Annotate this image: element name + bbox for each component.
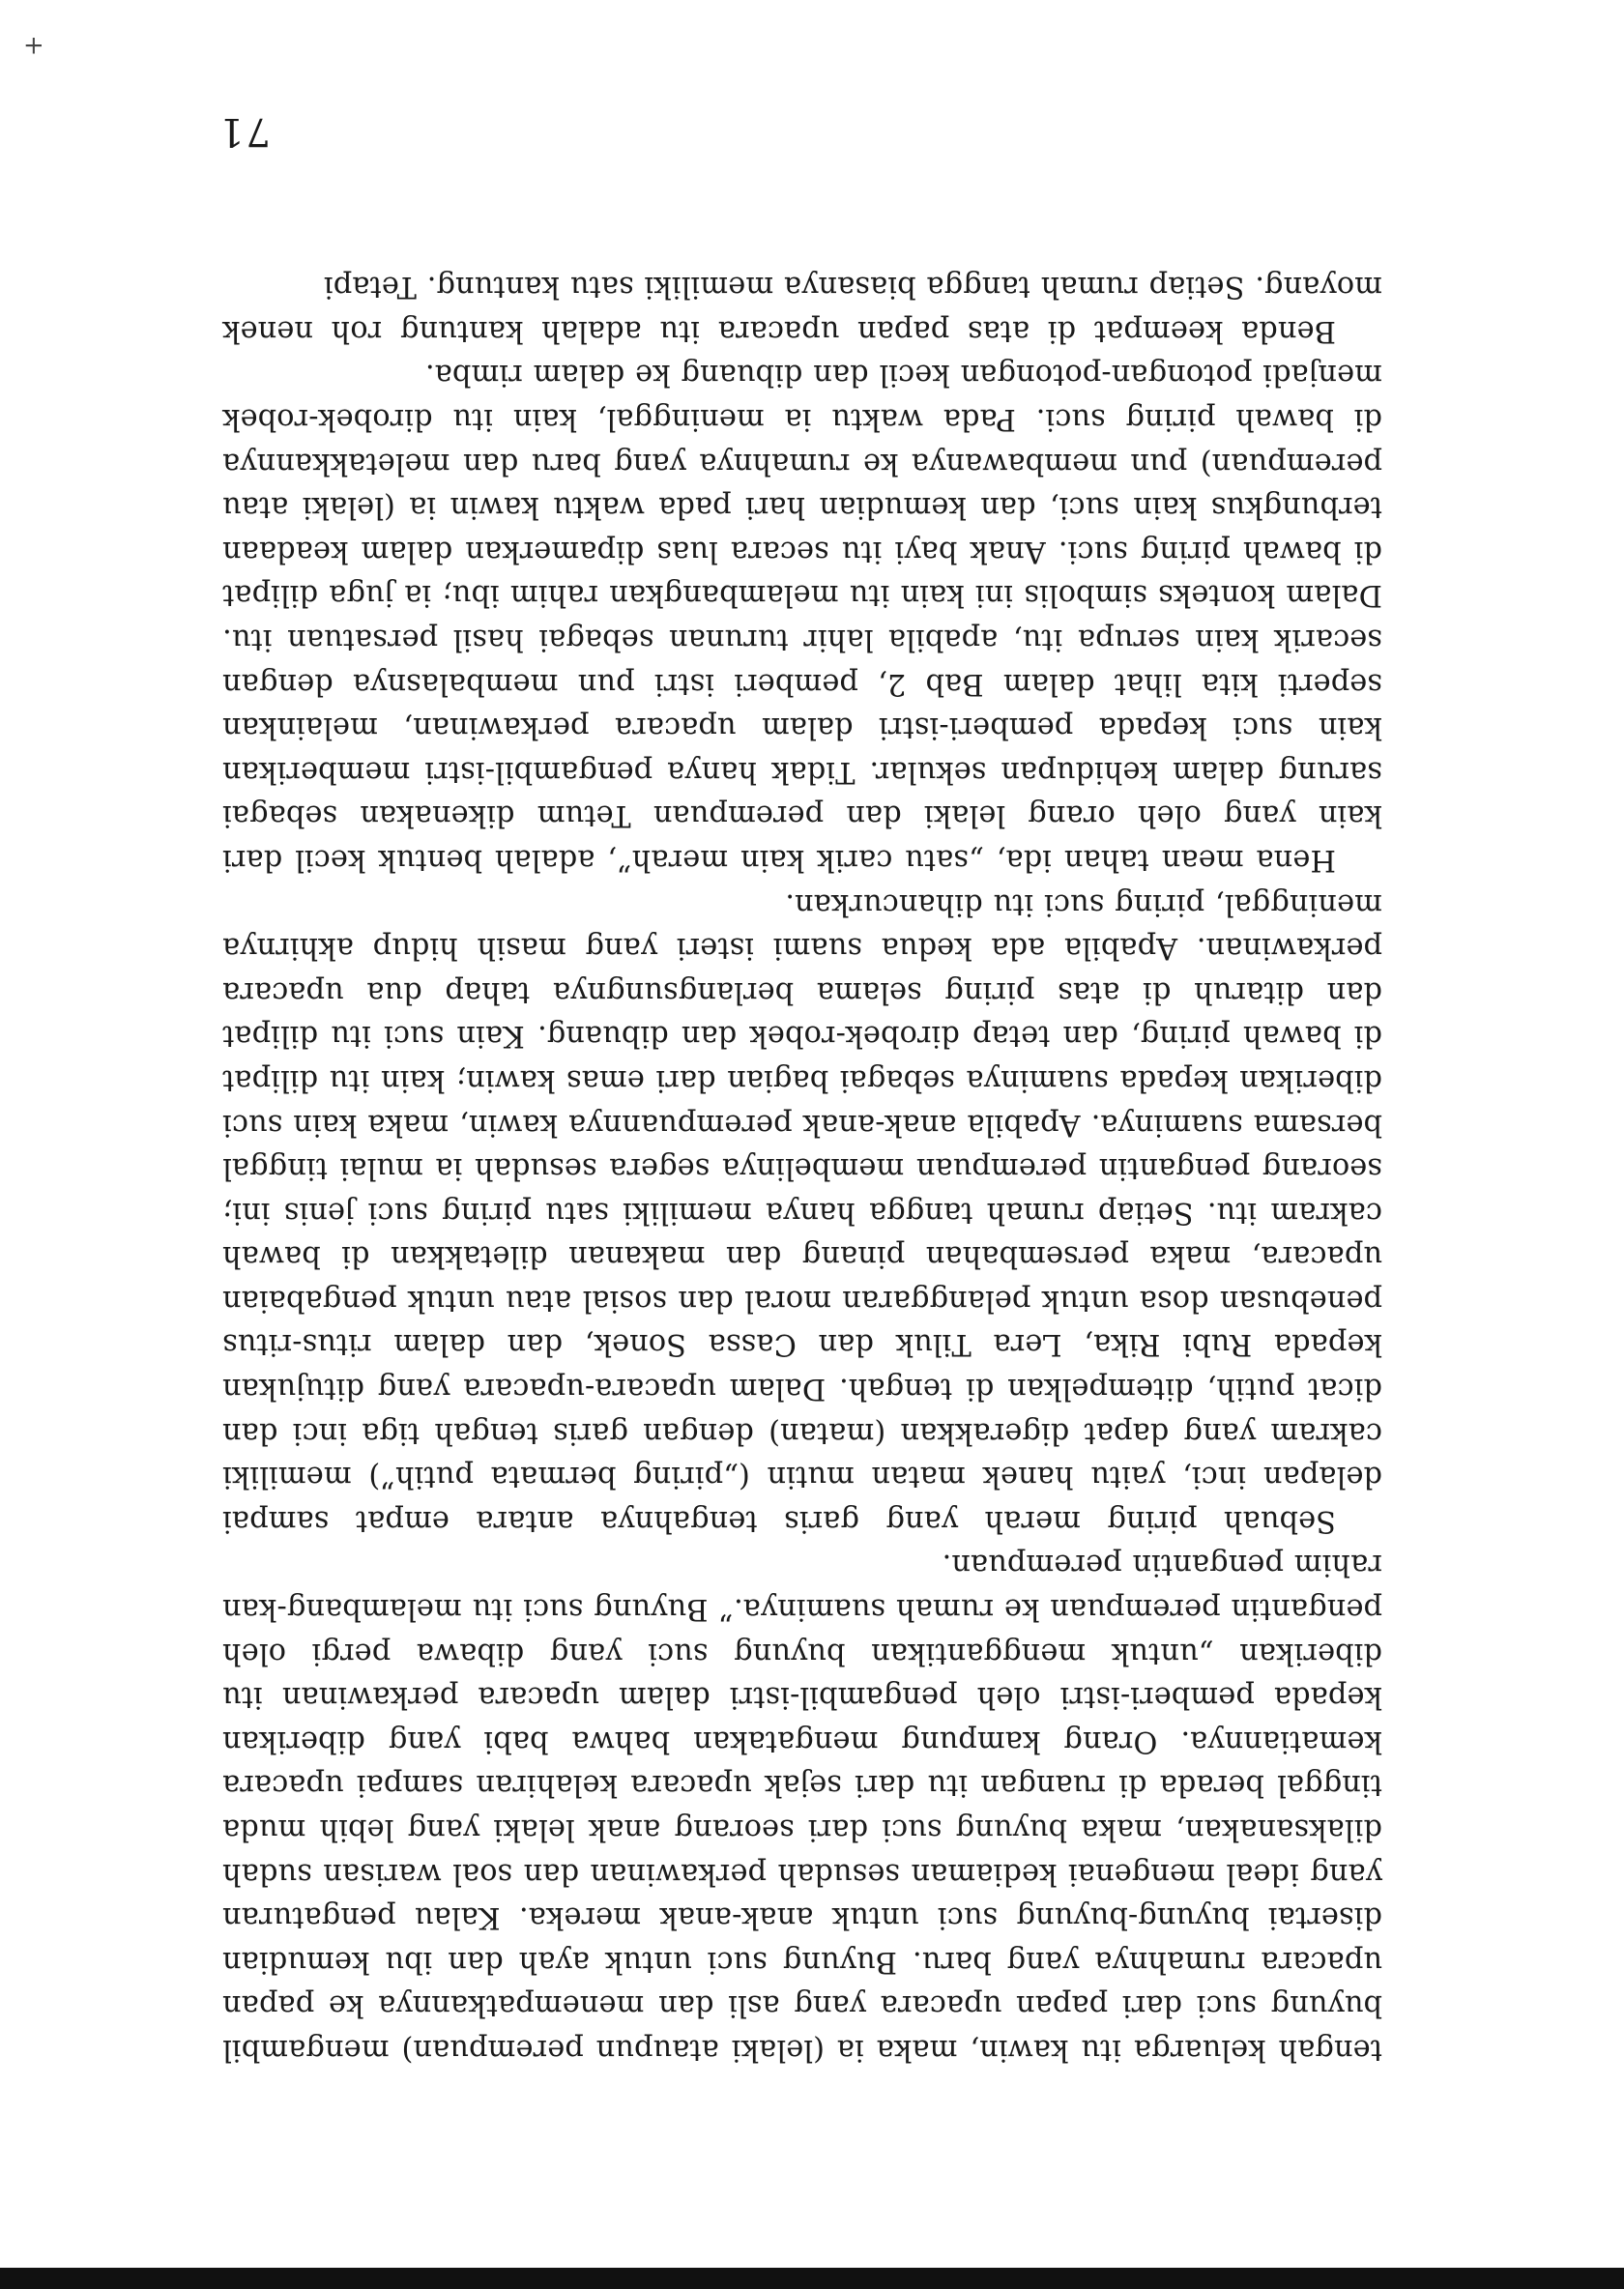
scan-dark-edge	[0, 2268, 1624, 2289]
page-number: 71	[218, 109, 271, 154]
corner-registration-mark: +	[23, 31, 44, 60]
paragraph-4: Benda keempat di atas papan upacara itu adalah kantung roh nenek moyang. Setiap rumah tangga biasanya memiliki satu kantung. Tetapi	[222, 270, 1382, 348]
paragraph-3: Hena mean tahan ida, „satu carik kain merah”, adalah bentuk kecil dari kain yang oleh orang lelaki dan perempuan Tetum dikenakan sebagai sarung dalam kehidupan sekular. Tidak hanya pengambil-istri memberikan kain suci kepada pemberi-istri dalam upacara perkawinan, melainkan seperti kita lihat dalam Bab 2, pemberi istri pun membalasnya dengan secarik kain serupa itu, apabila lahir turunan sebagai hasil persatuan itu. Dalam konteks simbolis ini kain itu melambangkan rahim ibu; ia juga dilipat di bawah piring suci. Anak bayi itu secara luas dipamerkan dalam keadaan terbungkus kain suci, dan kemudian hari pada waktu kawin ia (lelaki atau perempuan) pun membawanya ke rumahnya yang baru dan meletakkannya di bawah piring suci. Pada waktu ia meninggal, kain itu dirobek-robek menjadi potongan-potongan kecil dan dibuang ke dalam rimba.	[222, 358, 1382, 877]
paragraph-2: Sebuah piring merah yang garis tengahnya antara empat sampai delapan inci, yaitu hanek matan mutin („piring bermata putih”) memiliki cakram yang dapat digerakkan (matan) dengan garis tengah tiga inci dan dicat putih, ditempelkan di tengah. Dalam upacara-upacara yang ditujukan kepada Rubi Rika, Lera Tiluk dan Cassa Sonek, dan dalam ritus-ritus penebusan dosa untuk pelanggaran moral dan sosial atau untuk pengabaian upacara, maka persembahan pinang dan makanan diletakkan di bawah cakram itu. Setiap rumah tangga hanya memiliki satu piring suci jenis ini; seorang pengantin perempuan membelinya segera sesudah ia mulai tinggal bersama suaminya. Apabila anak-anak perempuannya kawin, maka kain suci diberikan kepada suaminya sebagai bagian dari emas kawin; kain itu dilipat di bawah piring, dan tetap dirobek-robek dan dibuang. Kain suci itu dilipat dan ditaruh di atas piring selama berlangsungnya tahap dua upacara perkawinan. Apabila ada kedua suami isteri yang masih hidup akhirnya meninggal, piring suci itu dihancurkan.	[222, 886, 1382, 1538]
body-text	[222, 265, 1382, 2072]
paragraph-1: tengah keluarga itu kawin, maka ia (lelaki ataupun perempuan) mengambil buyung suci dari papan upacara yang asli dan menempatkannya ke papan upacara rumahnya yang baru. Buyung suci untuk ayah dan ibu kemudian disertai buyung-buyung suci untuk anak-anak mereka. Kalau pengaturan yang ideal mengenai kediaman sesudah perkawinan dan soal warisan sudah dilaksanakan, maka buyung suci dari seorang anak lelaki yang lebih muda tinggal berada di ruangan itu dari sejak upacara kelahiran sampai upacara kematiannya. Orang kampung mengatakan bahwa babi yang diberikan kepada pemberi-istri oleh pengambil-istri dalam upacara perkawinan itu diberikan „untuk menggantikan buyung suci yang dibawa pergi oleh pengantin perempuan ke rumah suaminya.” Buyung suci itu melambang-kan rahim pengantin perempuan.	[222, 1548, 1382, 2067]
